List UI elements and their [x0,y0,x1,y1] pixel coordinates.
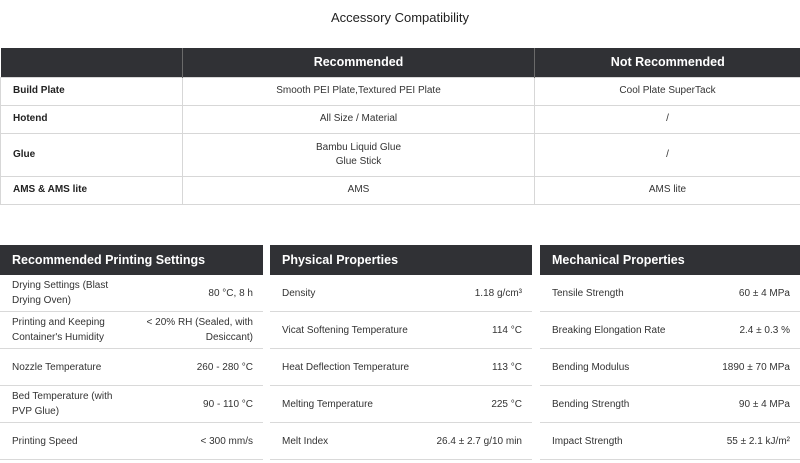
property-row [270,423,532,460]
cell-line: All Size / Material [319,113,398,124]
printing-settings-panel [0,245,263,460]
property-label: Melt Index [282,435,329,447]
table-header-row [1,48,800,77]
table-row [1,105,800,133]
not-recommended-cell: / [535,105,800,133]
physical-properties-panel [270,245,532,460]
property-row [270,386,532,423]
recommended-cell [183,77,535,105]
table-row [1,176,800,204]
property-label: Heat Deflection Temperature [282,361,410,373]
recommended-cell [183,105,535,133]
header-recommended: Recommended [183,48,535,77]
property-label: Bed Temperature (with PVP Glue) [12,391,113,417]
compatibility-table [0,48,800,205]
property-label: Drying Settings (Blast Drying Oven) [12,280,109,306]
property-label: Vicat Softening Temperature [282,324,408,336]
panel-title: Physical Properties [270,245,532,275]
property-row [270,312,532,349]
row-label: Glue [1,133,183,176]
property-label: Breaking Elongation Rate [552,324,666,336]
property-label: Nozzle Temperature [12,361,102,373]
property-value: 26.4 ± 2.7 g/10 min [436,435,522,447]
recommended-cell [183,133,535,176]
cell-line: Glue Stick [335,155,382,167]
property-row [270,275,532,312]
table-row [1,133,800,176]
property-row [0,386,263,423]
property-row [270,349,532,386]
property-row [0,312,263,349]
not-recommended-cell: AMS lite [535,176,800,204]
property-value: 2.4 ± 0.3 % [739,324,790,336]
property-value: 1890 ± 70 MPa [722,361,790,373]
property-row [540,386,800,423]
panel-title: Mechanical Properties [540,245,800,275]
property-label: Impact Strength [552,435,623,447]
property-row [540,275,800,312]
cell-line: Bambu Liquid Glue [315,141,402,153]
property-value: 90 ± 4 MPa [738,398,790,410]
mechanical-properties-panel [540,245,800,460]
property-label: Density [282,287,316,299]
property-value: 114 °C [492,324,522,336]
row-label: Hotend [1,105,183,133]
property-label: Printing Speed [12,435,78,447]
property-value: 60 ± 4 MPa [738,287,790,299]
property-value: 113 °C [492,361,522,373]
property-row [0,423,263,460]
property-value: 90 - 110 °C [203,398,253,410]
property-row [540,349,800,386]
property-row [0,275,263,312]
not-recommended-cell: Cool Plate SuperTack [535,77,800,105]
property-value: 80 °C, 8 h [208,287,253,299]
property-value: 55 ± 2.1 kJ/m² [726,435,790,447]
page-title: Accessory Compatibility [331,10,469,25]
recommended-cell [183,176,535,204]
property-value: 225 °C [491,398,522,410]
property-row [540,312,800,349]
header-empty [1,48,183,77]
header-not-recommended: Not Recommended [535,48,800,77]
not-recommended-cell: / [535,133,800,176]
cell-line: AMS [347,184,370,195]
panel-title: Recommended Printing Settings [0,245,263,275]
property-value: 1.18 g/cm³ [474,287,522,299]
property-value: < 20% RH (Sealed, with Desiccant) [146,317,253,343]
property-row [540,423,800,460]
table-row [1,77,800,105]
row-label: Build Plate [1,77,183,105]
row-label: AMS & AMS lite [1,176,183,204]
property-value: < 300 mm/s [200,435,253,447]
property-label: Melting Temperature [282,398,373,410]
property-label: Bending Modulus [552,361,630,373]
property-row [0,349,263,386]
property-label: Printing and Keeping Container's Humidity [12,317,105,343]
property-label: Tensile Strength [552,287,624,299]
cell-line: Smooth PEI Plate,Textured PEI Plate [276,85,441,96]
property-label: Bending Strength [552,398,630,410]
property-value: 260 - 280 °C [196,361,253,373]
